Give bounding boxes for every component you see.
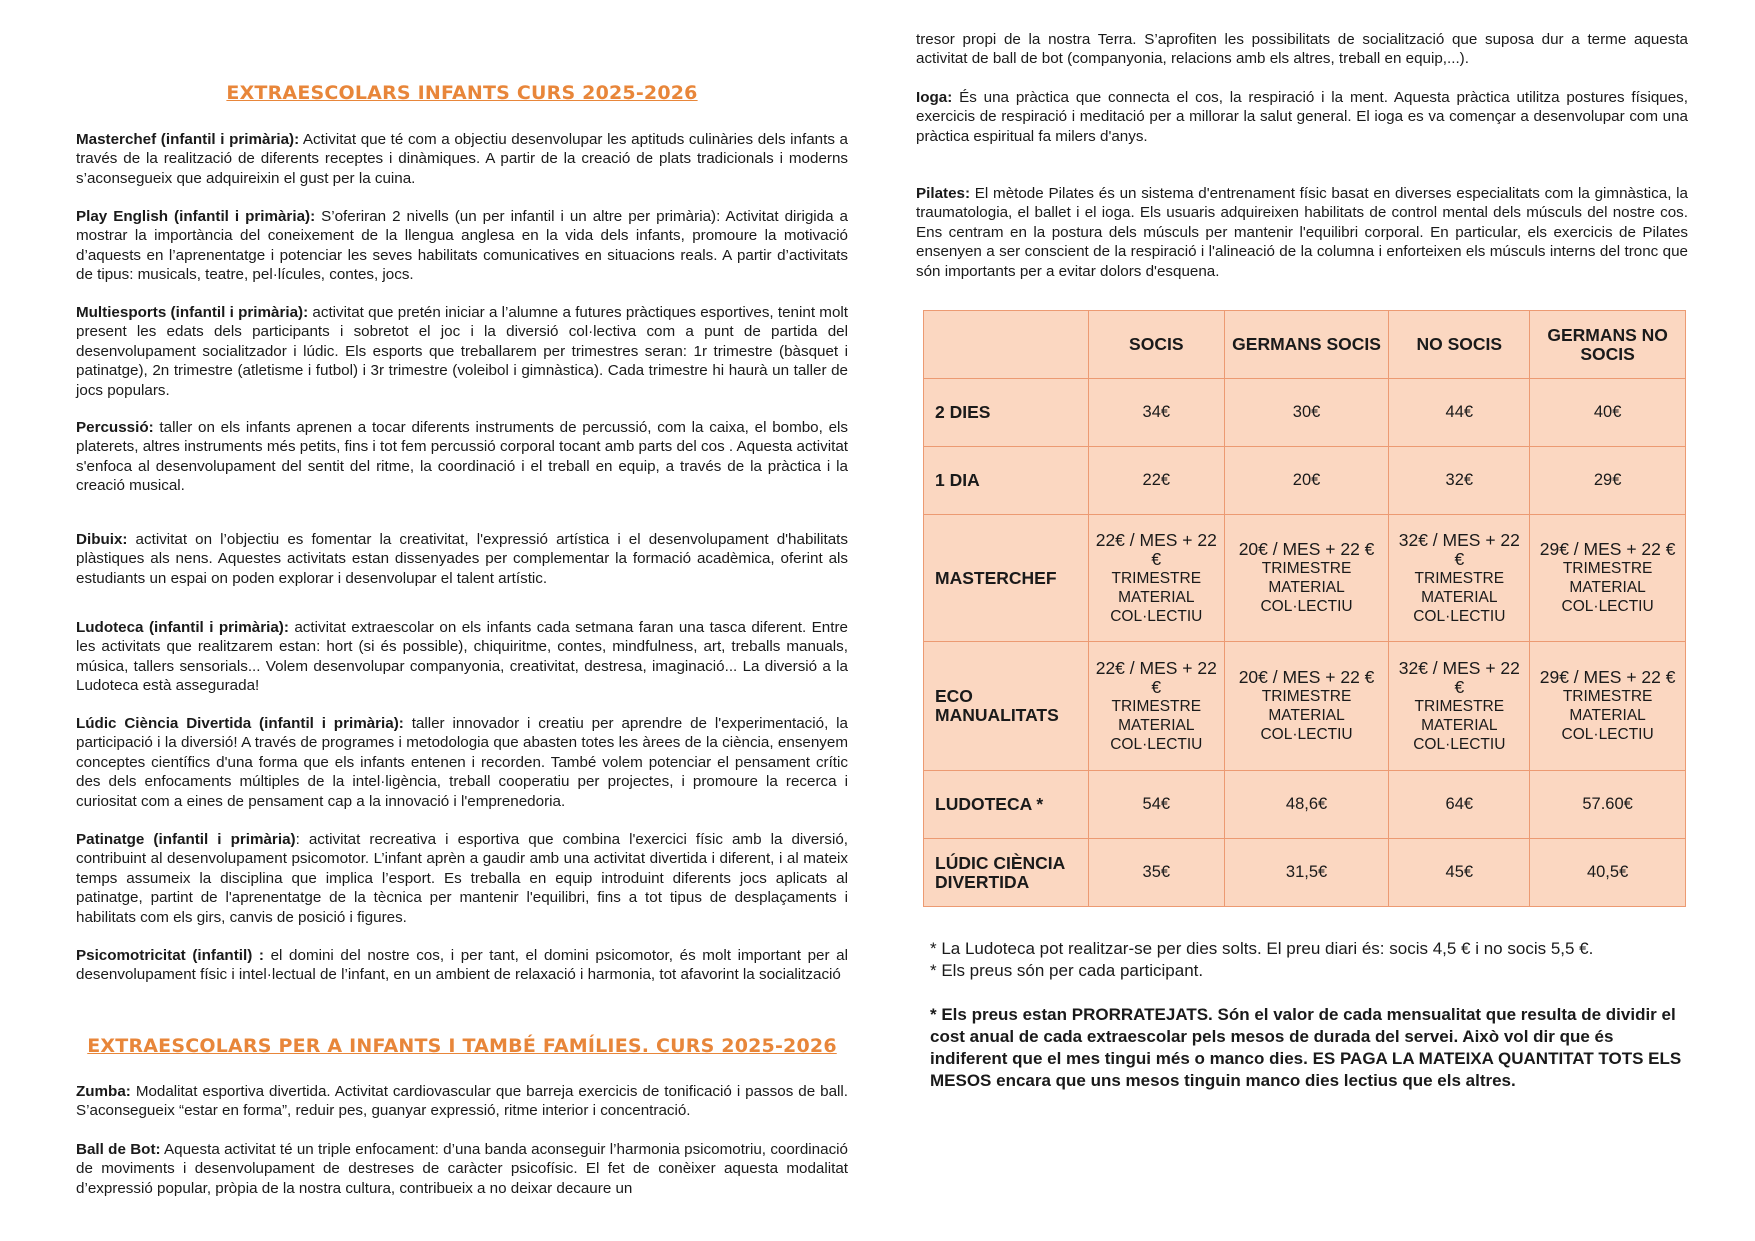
price-sub: TRIMESTRE MATERIAL COL·LECTIU (1260, 688, 1353, 743)
note-prorated-prices: * Els preus estan PRORRATEJATS. Són el valor de cada mensualitat que resulta de dividir el cost anual de cada extraescolar pels mesos de durada del servei. Això vol dir que és indiferent que el mes tingui més o manco dies. ES PAGA LA MATEIXA QUANTITAT TOTS ELS MESOS encara que uns mesos tinguin manco dies lectius que els altres. (930, 1005, 1682, 1090)
price-notes (930, 938, 1690, 1092)
price-cell (1224, 642, 1389, 771)
activity-ludic-ciencia (76, 714, 848, 811)
price-cell: 29€ (1530, 447, 1686, 515)
row-label: LÚDIC CIÈNCIA DIVERTIDA (924, 839, 1089, 907)
row-label: 2 DIES (924, 379, 1089, 447)
row-label: 1 DIA (924, 447, 1089, 515)
note-per-participant: * Els preus són per cada participant. (930, 961, 1204, 980)
price-cell: 44€ (1389, 379, 1530, 447)
price-cell: 57.60€ (1530, 771, 1686, 839)
table-row (924, 447, 1686, 515)
activity-percussio (76, 418, 848, 496)
activity-multiesports (76, 303, 848, 400)
activity-name: Percussió: (76, 419, 154, 436)
activity-text: Aquesta activitat té un triple enfocament: d’una banda aconseguir l’harmonia psicomotriu, coordinació de moviments i desenvolupament de destreses de caràcter psicofísic. El fet de conèixer aquesta modalitat d’expressió popular, pròpia de la nostra cultura, contribueix a no deixar decaure un (76, 1141, 848, 1197)
price-cell: 32€ (1389, 447, 1530, 515)
price-cell (1389, 515, 1530, 642)
table-header-cell: SOCIS (1088, 311, 1224, 379)
table-header-cell (924, 311, 1089, 379)
price-main: 29€ / MES + 22 € (1539, 667, 1676, 687)
price-cell (1530, 515, 1686, 642)
activity-name: Ball de Bot: (76, 1141, 161, 1158)
activity-masterchef (76, 130, 848, 188)
price-sub: TRIMESTRE MATERIAL COL·LECTIU (1110, 569, 1203, 625)
row-label: ECO MANUALITATS (924, 642, 1089, 771)
table-header-cell: GERMANS SOCIS (1224, 311, 1389, 379)
activity-name: Dibuix: (76, 531, 128, 548)
price-cell: 35€ (1088, 839, 1224, 907)
price-main: 22€ / MES + 22 € (1095, 657, 1217, 697)
price-sub: TRIMESTRE MATERIAL COL·LECTIU (1561, 688, 1654, 743)
table-header-cell: NO SOCIS (1389, 311, 1530, 379)
price-cell (1224, 515, 1389, 642)
activity-text: activitat extraescolar on els infants cada setmana faran una tasca diferent. Entre les activitats que realitzarem estan: hort (si és possible), chiquiritme, contes, mindfulness, art, treballs manuals, música, tallers sensorials... Volem desenvolupar companyonia, creativitat, destresa, imaginació... La diversió a la Ludoteca està assegurada! (76, 619, 848, 695)
price-sub: TRIMESTRE MATERIAL COL·LECTIU (1260, 560, 1353, 615)
price-cell: 31,5€ (1224, 839, 1389, 907)
activity-text: taller innovador i creatiu per aprendre de l'experimentació, la participació i la diversió! A través de programes i metodologia que abasten totes les àrees de la ciència, ensenyem conceptes científics d'una forma que els infants entenen i recorden. També volem potenciar el pensament crític des dels enfocaments múltiples de la intel·ligència, treball cooperatiu per projectes, i promoure la recerca i curiositat com a eines de pensament cap a la innovació i l'emprenedoria. (76, 715, 848, 810)
price-cell: 40,5€ (1530, 839, 1686, 907)
activity-text: El mètode Pilates és un sistema d'entrenament físic basat en diverses especialitats com la gimnàstica, la traumatologia, el ballet i el ioga. Els usuaris adquireixen habilitats de control mental dels músculs del nostre cos. Ens centram en la postura dels músculs per mantenir l'equilibri corporal. En particular, els exercicis de Pilates ensenyen a ser conscient de la respiració i l'alineació de la columna i enforteixen els músculs interns del tronc que són importants per a evitar dolors d'esquena. (916, 185, 1688, 280)
price-main: 32€ / MES + 22 € (1398, 657, 1520, 697)
price-main: 20€ / MES + 22 € (1238, 539, 1375, 559)
activity-name: Patinatge (infantil i primària) (76, 831, 296, 848)
heading-extraescolars-infants: EXTRAESCOLARS INFANTS CURS 2025-2026 (226, 82, 698, 104)
activity-text: És una pràctica que connecta el cos, la respiració i la ment. Aquesta pràctica utilitza postures físiques, exercicis de respiració i meditació per a millorar la salut general. El ioga es va començar a desenvolupar com una pràctica espiritual fa milers d'anys. (916, 89, 1688, 145)
activity-patinatge (76, 830, 848, 927)
table-row (924, 515, 1686, 642)
price-sub: TRIMESTRE MATERIAL COL·LECTIU (1413, 569, 1506, 625)
activity-ludoteca (76, 618, 848, 696)
price-main: 32€ / MES + 22 € (1398, 529, 1520, 569)
activity-text: Modalitat esportiva divertida. Activitat cardiovascular que barreja exercicis de tonificació i passos de ball. S’aconsegueix “estar en forma”, reduir pes, guanyar expressió, ritme interior i concentració. (76, 1083, 848, 1120)
activity-text: activitat que pretén iniciar a l’alumne a futures pràctiques esportives, tenint molt present les edats dels participants i sobretot el joc i la diversió col·lectiva com a punt de partida del desenvolupament socialitzador i lúdic. Els esports que treballarem per trimestres seran: 1r trimestre (bàsquet i patinatge), 2n trimestre (atletisme i futbol) i 3r trimestre (voleibol i gimnàstica). Cada trimestre hi haurà un taller de jocs populars. (76, 304, 848, 399)
table-row (924, 379, 1686, 447)
activity-psicomotricitat (76, 946, 848, 985)
activity-play-english (76, 207, 848, 285)
price-cell: 22€ (1088, 447, 1224, 515)
activity-name: Zumba: (76, 1083, 131, 1100)
activity-dibuix (76, 530, 848, 588)
activity-name: Ioga: (916, 89, 953, 106)
activity-name: Ludoteca (infantil i primària): (76, 619, 289, 636)
price-cell (1530, 642, 1686, 771)
price-cell: 40€ (1530, 379, 1686, 447)
activity-name: Play English (infantil i primària): (76, 208, 316, 225)
price-cell: 64€ (1389, 771, 1530, 839)
price-sub: TRIMESTRE MATERIAL COL·LECTIU (1413, 697, 1506, 753)
price-table (923, 310, 1686, 907)
row-label: MASTERCHEF (924, 515, 1089, 642)
activity-name: Psicomotricitat (infantil) : (76, 947, 264, 964)
price-cell: 34€ (1088, 379, 1224, 447)
price-main: 20€ / MES + 22 € (1238, 667, 1375, 687)
activity-text: el domini del nostre cos, i per tant, el domini psicomotor, és molt important per al desenvolupament físic i intel·lectual de l’infant, en un ambient de relaxació i harmonia, tot afavorint la socialització (76, 947, 848, 984)
price-cell: 54€ (1088, 771, 1224, 839)
activity-text: S’oferiran 2 nivells (un per infantil i un altre per primària): Activitat dirigida a mostrar la importància del coneixement de la llengua anglesa en la vida dels infants, promoure la motivació d’aquests en l’aprenentatge i potenciar les seves habilitats comunicatives en situacions reals. A partir d’activitats de tipus: musicals, teatre, pel·lícules, contes, jocs. (76, 208, 848, 284)
activity-text: taller on els infants aprenen a tocar diferents instruments de percussió, com la caixa, el bombo, els platerets, altres instruments més petits, fins i tot fem percussió corporal tocant amb parts del cos . Aquesta activitat s'enfoca al desenvolupament del sentit del ritme, la coordinació i el treball en equip, a través de la pràctica i la creació musical. (76, 419, 848, 495)
price-cell (1088, 515, 1224, 642)
price-cell: 45€ (1389, 839, 1530, 907)
activity-zumba (76, 1082, 848, 1121)
activity-text: Activitat que té com a objectiu desenvolupar les aptituds culinàries dels infants a través de la realització de diferents receptes i dinàmiques. A partir de la creació de plats tradicionals i moderns s’aconsegueix que adquireixin el gust per la cuina. (76, 131, 848, 187)
activity-name: Multiesports (infantil i primària): (76, 304, 309, 321)
price-cell (1389, 642, 1530, 771)
row-label: LUDOTECA * (924, 771, 1089, 839)
price-sub: TRIMESTRE MATERIAL COL·LECTIU (1110, 697, 1203, 753)
price-main: 22€ / MES + 22 € (1095, 529, 1217, 569)
price-cell: 30€ (1224, 379, 1389, 447)
price-cell: 48,6€ (1224, 771, 1389, 839)
table-row (924, 642, 1686, 771)
activity-pilates (916, 184, 1688, 281)
activity-ioga (916, 88, 1688, 146)
activity-name: Lúdic Ciència Divertida (infantil i primària): (76, 715, 404, 732)
price-main: 29€ / MES + 22 € (1539, 539, 1676, 559)
ball-de-bot-continuation: tresor propi de la nostra Terra. S’aprofiten les possibilitats de socialització que suposa dur a terme aquesta activitat de ball de bot (companyonia, relacions amb els altres, treball en equip,...). (916, 31, 1688, 68)
activity-ball-de-bot (76, 1140, 848, 1198)
table-row (924, 839, 1686, 907)
price-cell: 20€ (1224, 447, 1389, 515)
price-sub: TRIMESTRE MATERIAL COL·LECTIU (1561, 560, 1654, 615)
table-row (924, 771, 1686, 839)
activity-name: Pilates: (916, 185, 971, 202)
activity-text: : activitat recreativa i esportiva que combina l'exercici físic amb la diversió, contribuint al desenvolupament psicomotor. L’infant aprèn a gaudir amb una activitat divertida i diferent, i al mateix temps assumeix la disciplina que implica l’esport. Es treballa en equip introduint diferents jocs aplicats al patinatge, partint de l'aprenentatge de la tècnica per mantenir l'equilibri, fins a tot tipus de desplaçaments i habilitats com els girs, canvis de posició i figures. (76, 831, 848, 926)
table-header-cell: GERMANS NO SOCIS (1530, 311, 1686, 379)
activity-text: activitat on l’objectiu es fomentar la creativitat, l'expressió artística i el desenvolupament d'habilitats plàstiques als nens. Aquestes activitats estan dissenyades per complementar la formació acadèmica, oferint als estudiants un espai on poden explorar i desenvolupar el talent artístic. (76, 531, 848, 587)
note-ludoteca-daily: * La Ludoteca pot realitzar-se per dies solts. El preu diari és: socis 4,5 € i no socis 5,5 €. (930, 939, 1594, 958)
price-cell (1088, 642, 1224, 771)
heading-extraescolars-families: EXTRAESCOLARS PER A INFANTS I TAMBÉ FAMÍLIES. CURS 2025-2026 (87, 1035, 837, 1057)
table-header-row (924, 311, 1686, 379)
activity-name: Masterchef (infantil i primària): (76, 131, 300, 148)
